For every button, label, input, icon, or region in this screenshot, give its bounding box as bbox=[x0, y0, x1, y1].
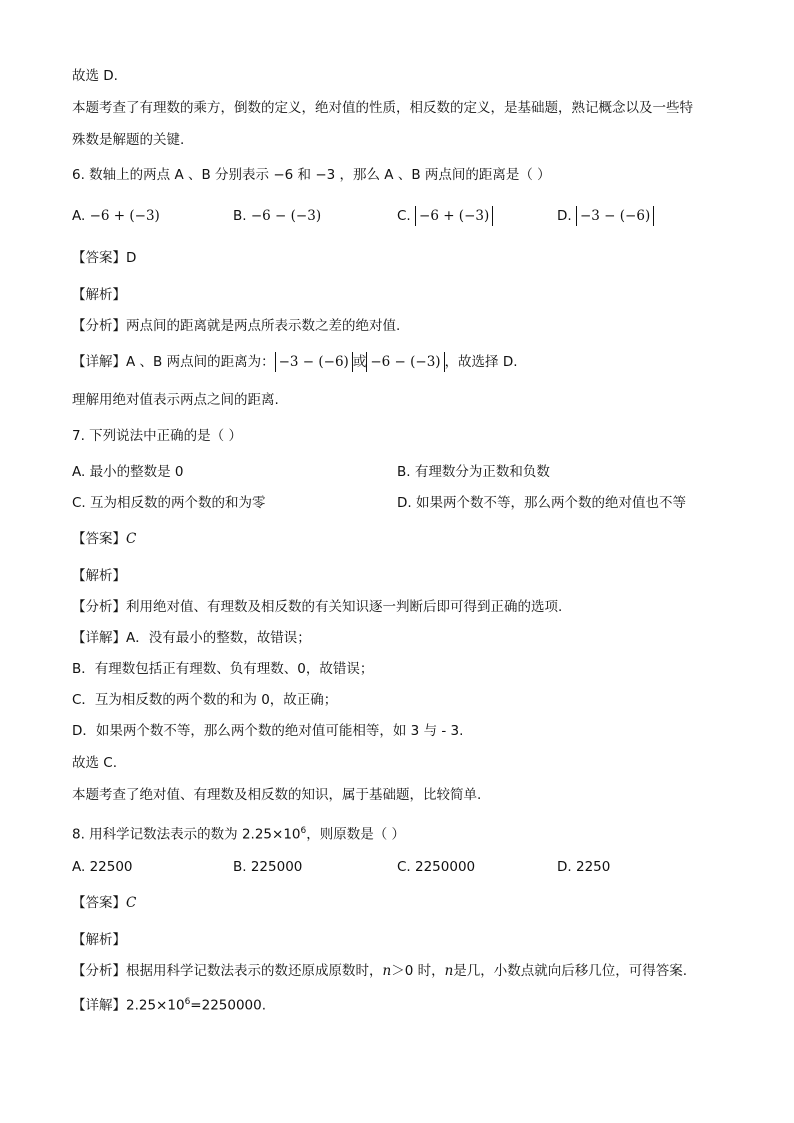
analysis-heading: 【解析】 bbox=[72, 568, 126, 584]
q6-option-c bbox=[397, 206, 493, 226]
question-8 bbox=[72, 821, 405, 845]
analysis-text: 【分析】利用绝对值、有理数及相反数的有关知识逐一判断后即可得到正确的选项. bbox=[72, 599, 563, 615]
text-line: 本题考查了绝对值、有理数及相反数的知识，属于基础题，比较简单. bbox=[72, 787, 482, 803]
q6-option-a bbox=[72, 206, 160, 226]
detail-text: D．如果两个数不等，那么两个数的绝对值可能相等，如 3 与 - 3. bbox=[72, 723, 464, 739]
option-label: A. bbox=[72, 208, 86, 224]
q7-option-b: B. 有理数分为正数和负数 bbox=[397, 464, 550, 480]
analysis-heading: 【解析】 bbox=[72, 932, 126, 948]
option-expr: −6 − (−3) bbox=[250, 208, 322, 224]
q8-option-d: D. 2250 bbox=[557, 859, 611, 875]
option-label: D. bbox=[557, 208, 572, 224]
answer-label bbox=[72, 529, 136, 549]
question-text: 8. 用科学记数法表示的数为 2.25×10 bbox=[72, 826, 301, 843]
option-expr: −6 + (−3) bbox=[89, 208, 160, 224]
abs-expression: −6 − (−3) bbox=[366, 352, 444, 372]
detail-suffix: =2250000. bbox=[190, 997, 267, 1014]
analysis-text: 【分析】两点间的距离就是两点所表示数之差的绝对值. bbox=[72, 318, 401, 334]
q8-option-c: C. 2250000 bbox=[397, 859, 476, 875]
text-line: 殊数是解题的关键. bbox=[72, 132, 185, 148]
answer-value: C bbox=[126, 531, 137, 547]
analysis-part: ＞0 时， bbox=[391, 963, 445, 979]
q7-option-a: A. 最小的整数是 0 bbox=[72, 464, 184, 480]
q6-option-b bbox=[233, 206, 321, 226]
detail-text: B．有理数包括正有理数、负有理数、0，故错误； bbox=[72, 661, 374, 677]
text-line: 故选 C. bbox=[72, 755, 118, 771]
q8-option-b: B. 225000 bbox=[233, 859, 303, 875]
q7-option-d: D. 如果两个数不等，那么两个数的绝对值也不等 bbox=[397, 495, 686, 511]
detail-text: 【详解】A．没有最小的整数，故错误； bbox=[72, 630, 311, 646]
answer-label: 【答案】D bbox=[72, 250, 137, 266]
question-text: ，则原数是（ ） bbox=[306, 826, 406, 843]
answer-label bbox=[72, 893, 136, 913]
analysis-text bbox=[72, 961, 687, 981]
answer-prefix: 【答案】 bbox=[72, 531, 126, 547]
detail-text bbox=[72, 992, 266, 1016]
or-text: 或 bbox=[352, 354, 367, 370]
analysis-part: 【分析】根据用科学记数法表示的数还原成原数时， bbox=[72, 963, 383, 979]
abs-expression: −3 − (−6) bbox=[275, 352, 353, 372]
option-label: B. bbox=[233, 208, 247, 224]
analysis-part: 是几，小数点就向后移几位，可得答案. bbox=[453, 963, 688, 979]
detail-prefix: 【详解】2.25×10 bbox=[72, 997, 185, 1014]
text-line: 理解用绝对值表示两点之间的距离. bbox=[72, 392, 279, 408]
detail-text bbox=[72, 352, 518, 372]
detail-suffix: ，故选择 D. bbox=[444, 354, 518, 370]
exponent: 6 bbox=[300, 826, 307, 836]
option-expr: −3 − (−6) bbox=[576, 206, 654, 226]
variable-n: n bbox=[382, 963, 392, 979]
question-6: 6. 数轴上的两点 A 、B 分别表示 −6 和 −3 ，那么 A 、B 两点间的距离是（ ） bbox=[72, 167, 551, 183]
exponent: 6 bbox=[184, 997, 191, 1007]
q8-option-a: A. 22500 bbox=[72, 859, 133, 875]
detail-text: C．互为相反数的两个数的和为 0，故正确； bbox=[72, 692, 338, 708]
variable-n: n bbox=[444, 963, 454, 979]
analysis-heading: 【解析】 bbox=[72, 287, 126, 303]
answer-value: C bbox=[126, 895, 137, 911]
text-line: 本题考查了有理数的乘方，倒数的定义，绝对值的性质，相反数的定义，是基础题，熟记概念以及一些特 bbox=[72, 100, 693, 116]
q7-option-c: C. 互为相反数的两个数的和为零 bbox=[72, 495, 266, 511]
q6-option-d bbox=[557, 206, 654, 226]
text-line: 故选 D. bbox=[72, 68, 118, 84]
option-label: C. bbox=[397, 208, 411, 224]
question-7: 7. 下列说法中正确的是（ ） bbox=[72, 428, 242, 444]
detail-prefix: 【详解】A 、B 两点间的距离为： bbox=[72, 354, 275, 370]
answer-prefix: 【答案】 bbox=[72, 895, 126, 911]
option-expr: −6 + (−3) bbox=[415, 206, 493, 226]
